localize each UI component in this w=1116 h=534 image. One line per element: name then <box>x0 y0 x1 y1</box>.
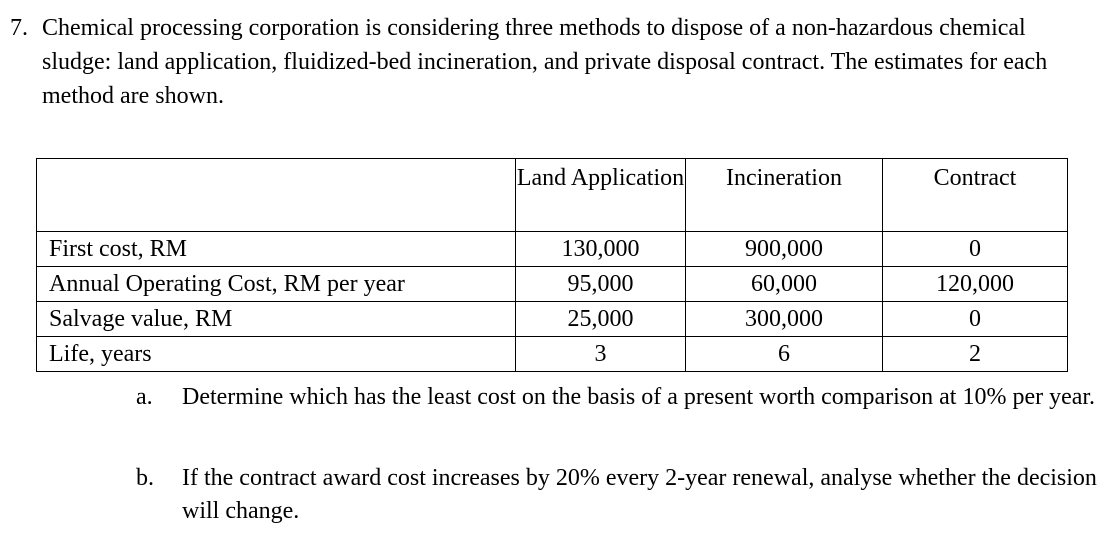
table-row <box>37 232 1068 267</box>
row-label: Life, years <box>37 337 516 372</box>
table-cell: 130,000 <box>516 232 686 267</box>
table-row <box>37 337 1068 372</box>
table-header-row <box>37 159 1068 232</box>
column-header-incineration: Incineration <box>686 159 883 232</box>
table-cell: 300,000 <box>686 302 883 337</box>
subquestion-letter: b. <box>136 465 154 491</box>
table-cell: 0 <box>883 232 1068 267</box>
table-cell: 3 <box>516 337 686 372</box>
problem-statement <box>10 11 1100 113</box>
row-label: Annual Operating Cost, RM per year <box>37 267 516 302</box>
table-cell: 120,000 <box>883 267 1068 302</box>
subquestion-text: If the contract award cost increases by 20% every 2-year renewal, analyse whether the decision will change. <box>182 465 1097 524</box>
subquestion-b <box>136 462 1106 528</box>
subquestion-letter: a. <box>136 384 153 410</box>
header-empty-cell <box>37 159 516 232</box>
table-cell: 6 <box>686 337 883 372</box>
table-row <box>37 267 1068 302</box>
table-cell: 2 <box>883 337 1068 372</box>
table-cell: 900,000 <box>686 232 883 267</box>
row-label: First cost, RM <box>37 232 516 267</box>
table-cell: 25,000 <box>516 302 686 337</box>
estimates-table <box>36 158 1068 372</box>
row-label: Salvage value, RM <box>37 302 516 337</box>
subquestion-text: Determine which has the least cost on the basis of a present worth comparison at 10% per year. <box>182 384 1096 410</box>
problem-text: Chemical processing corporation is considering three methods to dispose of a non-hazardous chemical sludge: land application, fluidized-bed incineration, and private disposal contract. The estimates for each method are shown. <box>42 15 1048 109</box>
problem-number: 7. <box>10 15 28 41</box>
column-header-contract: Contract <box>883 159 1068 232</box>
column-header-land-application: Land Application <box>516 159 686 232</box>
table-cell: 60,000 <box>686 267 883 302</box>
table-cell: 0 <box>883 302 1068 337</box>
table-row <box>37 302 1068 337</box>
table-cell: 95,000 <box>516 267 686 302</box>
subquestion-a <box>136 381 1106 414</box>
